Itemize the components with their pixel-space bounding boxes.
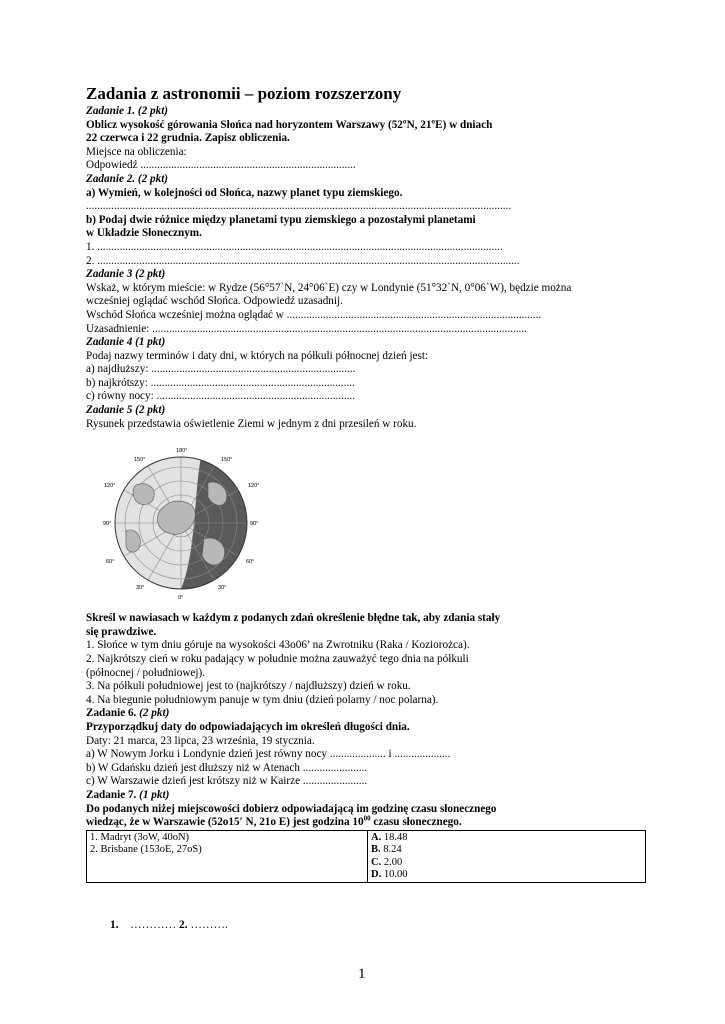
task-5-statement-2b: (północnej / południowej). [86,666,205,679]
option-a-letter: A. [371,831,382,843]
label-120-west: 120° [104,483,116,490]
label-90-west: 90° [103,521,112,528]
answer-1-number: 1. [110,919,119,931]
label-180: 180° [176,448,188,455]
task-2b-answer-line-2: 2. ....................................................................................................................................................... [86,254,520,267]
task-6a-line: a) W Nowym Jorku i Londynie dzień jest równy nocy .................... i .................... [86,748,451,761]
task-4-text: Podaj nazwy terminów i daty dni, w których na półkuli północnej dzień jest: [86,349,429,362]
earth-illumination-diagram [96,443,356,603]
options-cell [368,830,646,883]
task-7-table [86,830,646,884]
task-3-answer-line: Wschód Słońca wcześniej można oglądać w ........................................................................................... [86,308,542,321]
task-4b-line: b) najkrótszy: ......................................................................... [86,376,355,389]
task-2a-question: a) Wymień, w kolejności od Słońca, nazwy planet typu ziemskiego. [86,186,403,199]
task-3-text-line-1: Wskaż, w którym mieście: w Rydze (56°57`N, 24°06`E) czy w Londynie (51°32`N, 0°06`W), będzie można [86,281,572,294]
option-d-letter: D. [371,868,382,880]
task-7-instruction-text: wiedząc, że w Warszawie (52o15′ N, 21o E) jest godzina 10 [86,816,364,829]
task-5-statement-4: 4. Na biegunie południowym panuje w tym dniu (dzień polarny / noc polarna). [86,693,439,706]
task-7-instruction-sup: 00 [363,814,371,823]
task-5-text: Rysunek przedstawia oświetlenie Ziemi w jednym z dni przesileń w roku. [86,417,417,430]
option-d [371,869,642,881]
task-5-heading: Zadanie 5 (2 pkt) [86,404,166,417]
task-6c-line: c) W Warszawie dzień jest krótszy niż w Kairze ....................... [86,775,368,788]
task-5-statement-2a: 2. Najkrótszy cień w roku padający w południe można zauważyć tego dnia na półkuli [86,653,469,666]
task-1-calc-space: Miejsce na obliczenia: [86,145,187,158]
place-2: 2. Brisbane (153oE, 27oS) [90,844,202,856]
task-4a-line: a) najdłuższy: ......................................................................... [86,363,356,376]
task-5-instruction-line-2: się prawdziwe. [86,625,157,638]
places-cell [87,830,368,883]
task-7-answer-line [110,919,228,931]
task-6-heading [86,707,646,721]
task-1-answer-line: Odpowiedź ............................................................................. [86,159,356,172]
label-120-east: 120° [248,483,260,490]
answer-1-dots: ………… [130,919,177,931]
task-4-heading: Zadanie 4 (1 pkt) [86,336,166,349]
task-7-heading [86,789,646,803]
option-c-value: 2.00 [381,856,403,868]
option-d-value: 10.00 [381,868,408,880]
task-5-statement-3: 3. Na półkuli południowej jest to (najkrótszy / najdłuższy) dzień w roku. [86,680,411,693]
task-2b-question-line-2: w Układzie Słonecznym. [86,227,202,240]
page-number: 1 [358,966,366,982]
task-3-heading: Zadanie 3 (2 pkt) [86,268,166,281]
document-page [86,84,646,883]
task-1-heading: Zadanie 1. (2 pkt) [86,105,169,117]
answer-2-dots: ………. [190,919,228,931]
label-60-west: 60° [106,559,115,566]
task-7-instruction-line-2 [86,816,646,830]
label-60-east: 60° [246,559,255,566]
answer-2-number: 2. [179,919,188,931]
task-6-dates: Daty: 21 marca, 23 lipca, 23 września, 19 stycznia. [86,734,315,747]
task-4c-line: c) równy nocy: ....................................................................... [86,390,356,403]
option-a-value: 18.48 [381,831,408,843]
task-5-instruction-line-1: Skreśl w nawiasach w każdym z podanych zdań określenie błędne tak, aby zdania stały [86,612,501,625]
earth-illumination-figure [96,443,356,603]
place-1: 1. Madryt (3oW, 40oN) [90,831,190,843]
task-2b-question-line-1: b) Podaj dwie różnice między planetami typu ziemskiego a pozostałymi planetami [86,213,476,226]
task-6b-line: b) W Gdańsku dzień jest dłuższy niż w Atenach ....................... [86,761,368,774]
option-c-letter: C. [371,856,382,868]
task-6-heading-label: Zadanie 6. [86,707,140,720]
option-a [371,832,642,844]
label-150-east: 150° [221,457,233,464]
task-2a-answer-line: ........................................................................................................................................................ [86,200,512,213]
task-6-points: (2 pkt) [139,707,170,720]
label-90-east: 90° [250,521,259,528]
option-b-value: 8.24 [380,844,402,856]
task-7-instruction-line-1: Do podanych niżej miejscowości dobierz odpowiadającą im godzinę czasu słonecznego [86,802,497,815]
task-5-statement-1: 1. Słońce w tym dniu góruje na wysokości 43o06’ na Zwrotniku (Raka / Koziorożca). [86,639,470,652]
option-c [371,857,642,869]
task-3-text-line-2: wcześniej oglądać wschód Słońca. Odpowiedź uzasadnij. [86,295,343,308]
option-b-letter: B. [371,844,381,856]
task-2-heading: Zadanie 2. (2 pkt) [86,172,169,185]
task-7-points: (1 pkt) [139,788,170,801]
page-title: Zadania z astronomii – poziom rozszerzony [86,84,402,103]
task-2b-answer-line-1: 1. ................................................................................................................................................. [86,240,503,253]
task-1-question-line-1: Oblicz wysokość górowania Słońca nad horyzontem Warszawy (52ºN, 21ºE) w dniach [86,118,493,131]
task-7-heading-label: Zadanie 7. [86,788,140,801]
label-0: 0° [178,595,184,602]
option-b [371,844,642,856]
task-1-question-line-2: 22 czerwca i 22 grudnia. Zapisz obliczenia. [86,132,290,145]
task-6-instruction: Przyporządkuj daty do odpowiadających im określeń długości dnia. [86,721,410,733]
task-7-instruction-end: czasu słonecznego. [370,816,462,829]
task-3-justification-line: Uzasadnienie: ...................................................................................................................................... [86,322,527,335]
label-30-east: 30° [218,585,227,592]
label-30-west: 30° [136,585,145,592]
table-row [87,830,646,883]
label-150-west: 150° [134,457,146,464]
